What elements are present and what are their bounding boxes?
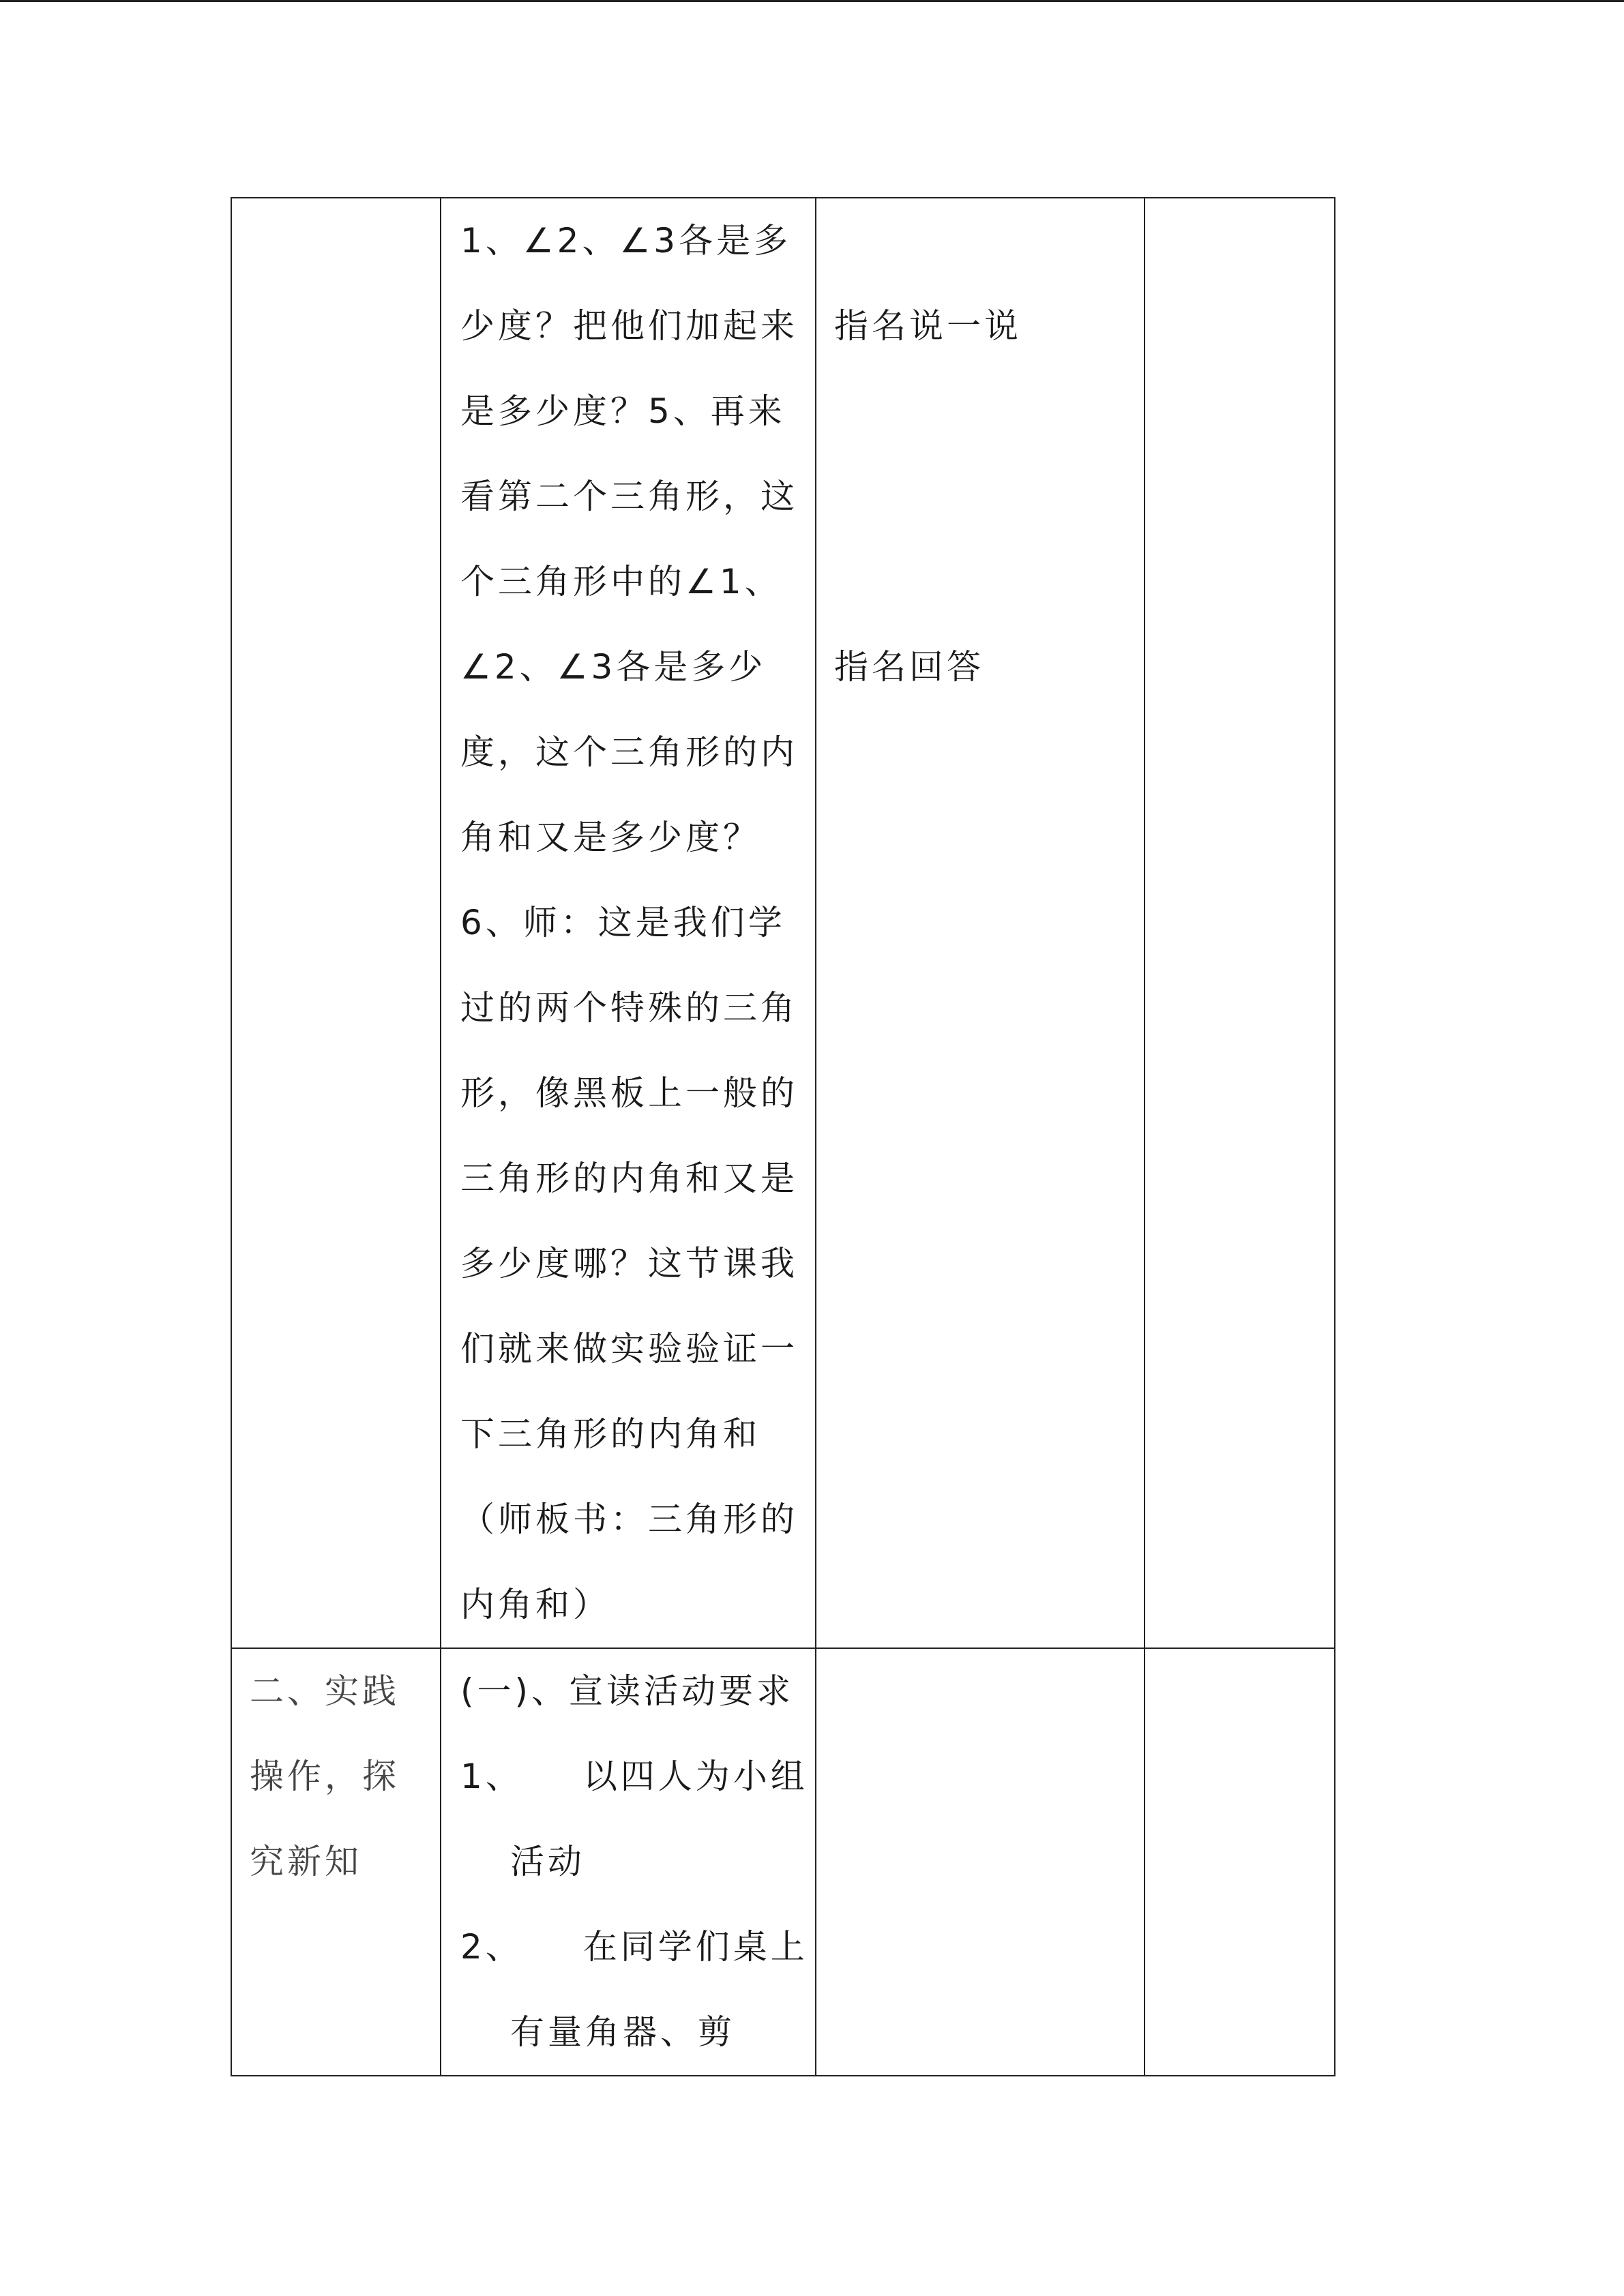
text-line: 内角和） [460,1585,610,1624]
list-text: 以四人为小组 [582,1757,808,1796]
teacher-activity-cell [441,198,816,1648]
text-line: 们就来做实验验证一 [460,1329,798,1369]
activity-heading: (一)、宣读活动要求 [460,1671,795,1711]
text-line: ∠2、∠3各是多少 [460,647,767,687]
text-line: 过的两个特殊的三角 [460,988,798,1028]
text-line: 看第二个三角形，这 [460,477,798,516]
blank-line [834,198,1144,284]
student-activity-cell [816,198,1145,1648]
text-line: 是多少度？5、再来 [460,391,786,431]
list-number: 1、 [460,1757,523,1796]
student-response-1: 指名说一说 [834,306,1022,346]
list-item [460,1905,815,1990]
table-row [231,1648,1335,2076]
text-line: 究新知 [250,1842,362,1881]
teacher-activity-cell [441,1648,816,2076]
text-line: 三角形的内角和又是 [460,1159,798,1198]
student-activity-text [816,198,1144,710]
teacher-activity-text [441,1649,815,2075]
table-row [231,198,1335,1648]
stage-cell [231,1648,441,2076]
text-line: （师板书：三角形的 [460,1500,798,1539]
text-line: 操作，探 [250,1757,400,1796]
text-line: 度，这个三角形的内 [460,732,798,772]
list-number: 2、 [460,1927,523,1967]
list-item [460,1734,815,1819]
text-line: 形，像黑板上一般的 [460,1073,798,1113]
list-item-continuation: 活动 [510,1842,585,1881]
text-line: 角和又是多少度？ [460,818,761,857]
page-top-border [0,0,1624,2]
list-item-continuation: 有量角器、剪 [510,2012,735,2052]
stage-text [232,1649,440,1905]
lesson-plan-table [231,197,1335,2076]
text-line: 1、∠2、∠3各是多 [460,221,792,260]
blank-line [834,454,1144,539]
teacher-activity-text [441,198,815,1648]
text-line: 6、师：这是我们学 [460,903,786,942]
text-line: 下三角形的内角和 [460,1414,761,1454]
notes-cell [1145,1648,1335,2076]
student-activity-cell [816,1648,1145,2076]
student-response-2: 指名回答 [834,647,984,687]
stage-cell [231,198,441,1648]
blank-line [834,539,1144,625]
list-text: 在同学们桌上 [582,1927,808,1967]
blank-line [834,369,1144,454]
text-line: 二、实践 [250,1671,400,1711]
notes-cell [1145,198,1335,1648]
text-line: 个三角形中的∠1、 [460,562,782,601]
text-line: 少度？把他们加起来 [460,306,798,346]
text-line: 多少度哪？这节课我 [460,1244,798,1283]
